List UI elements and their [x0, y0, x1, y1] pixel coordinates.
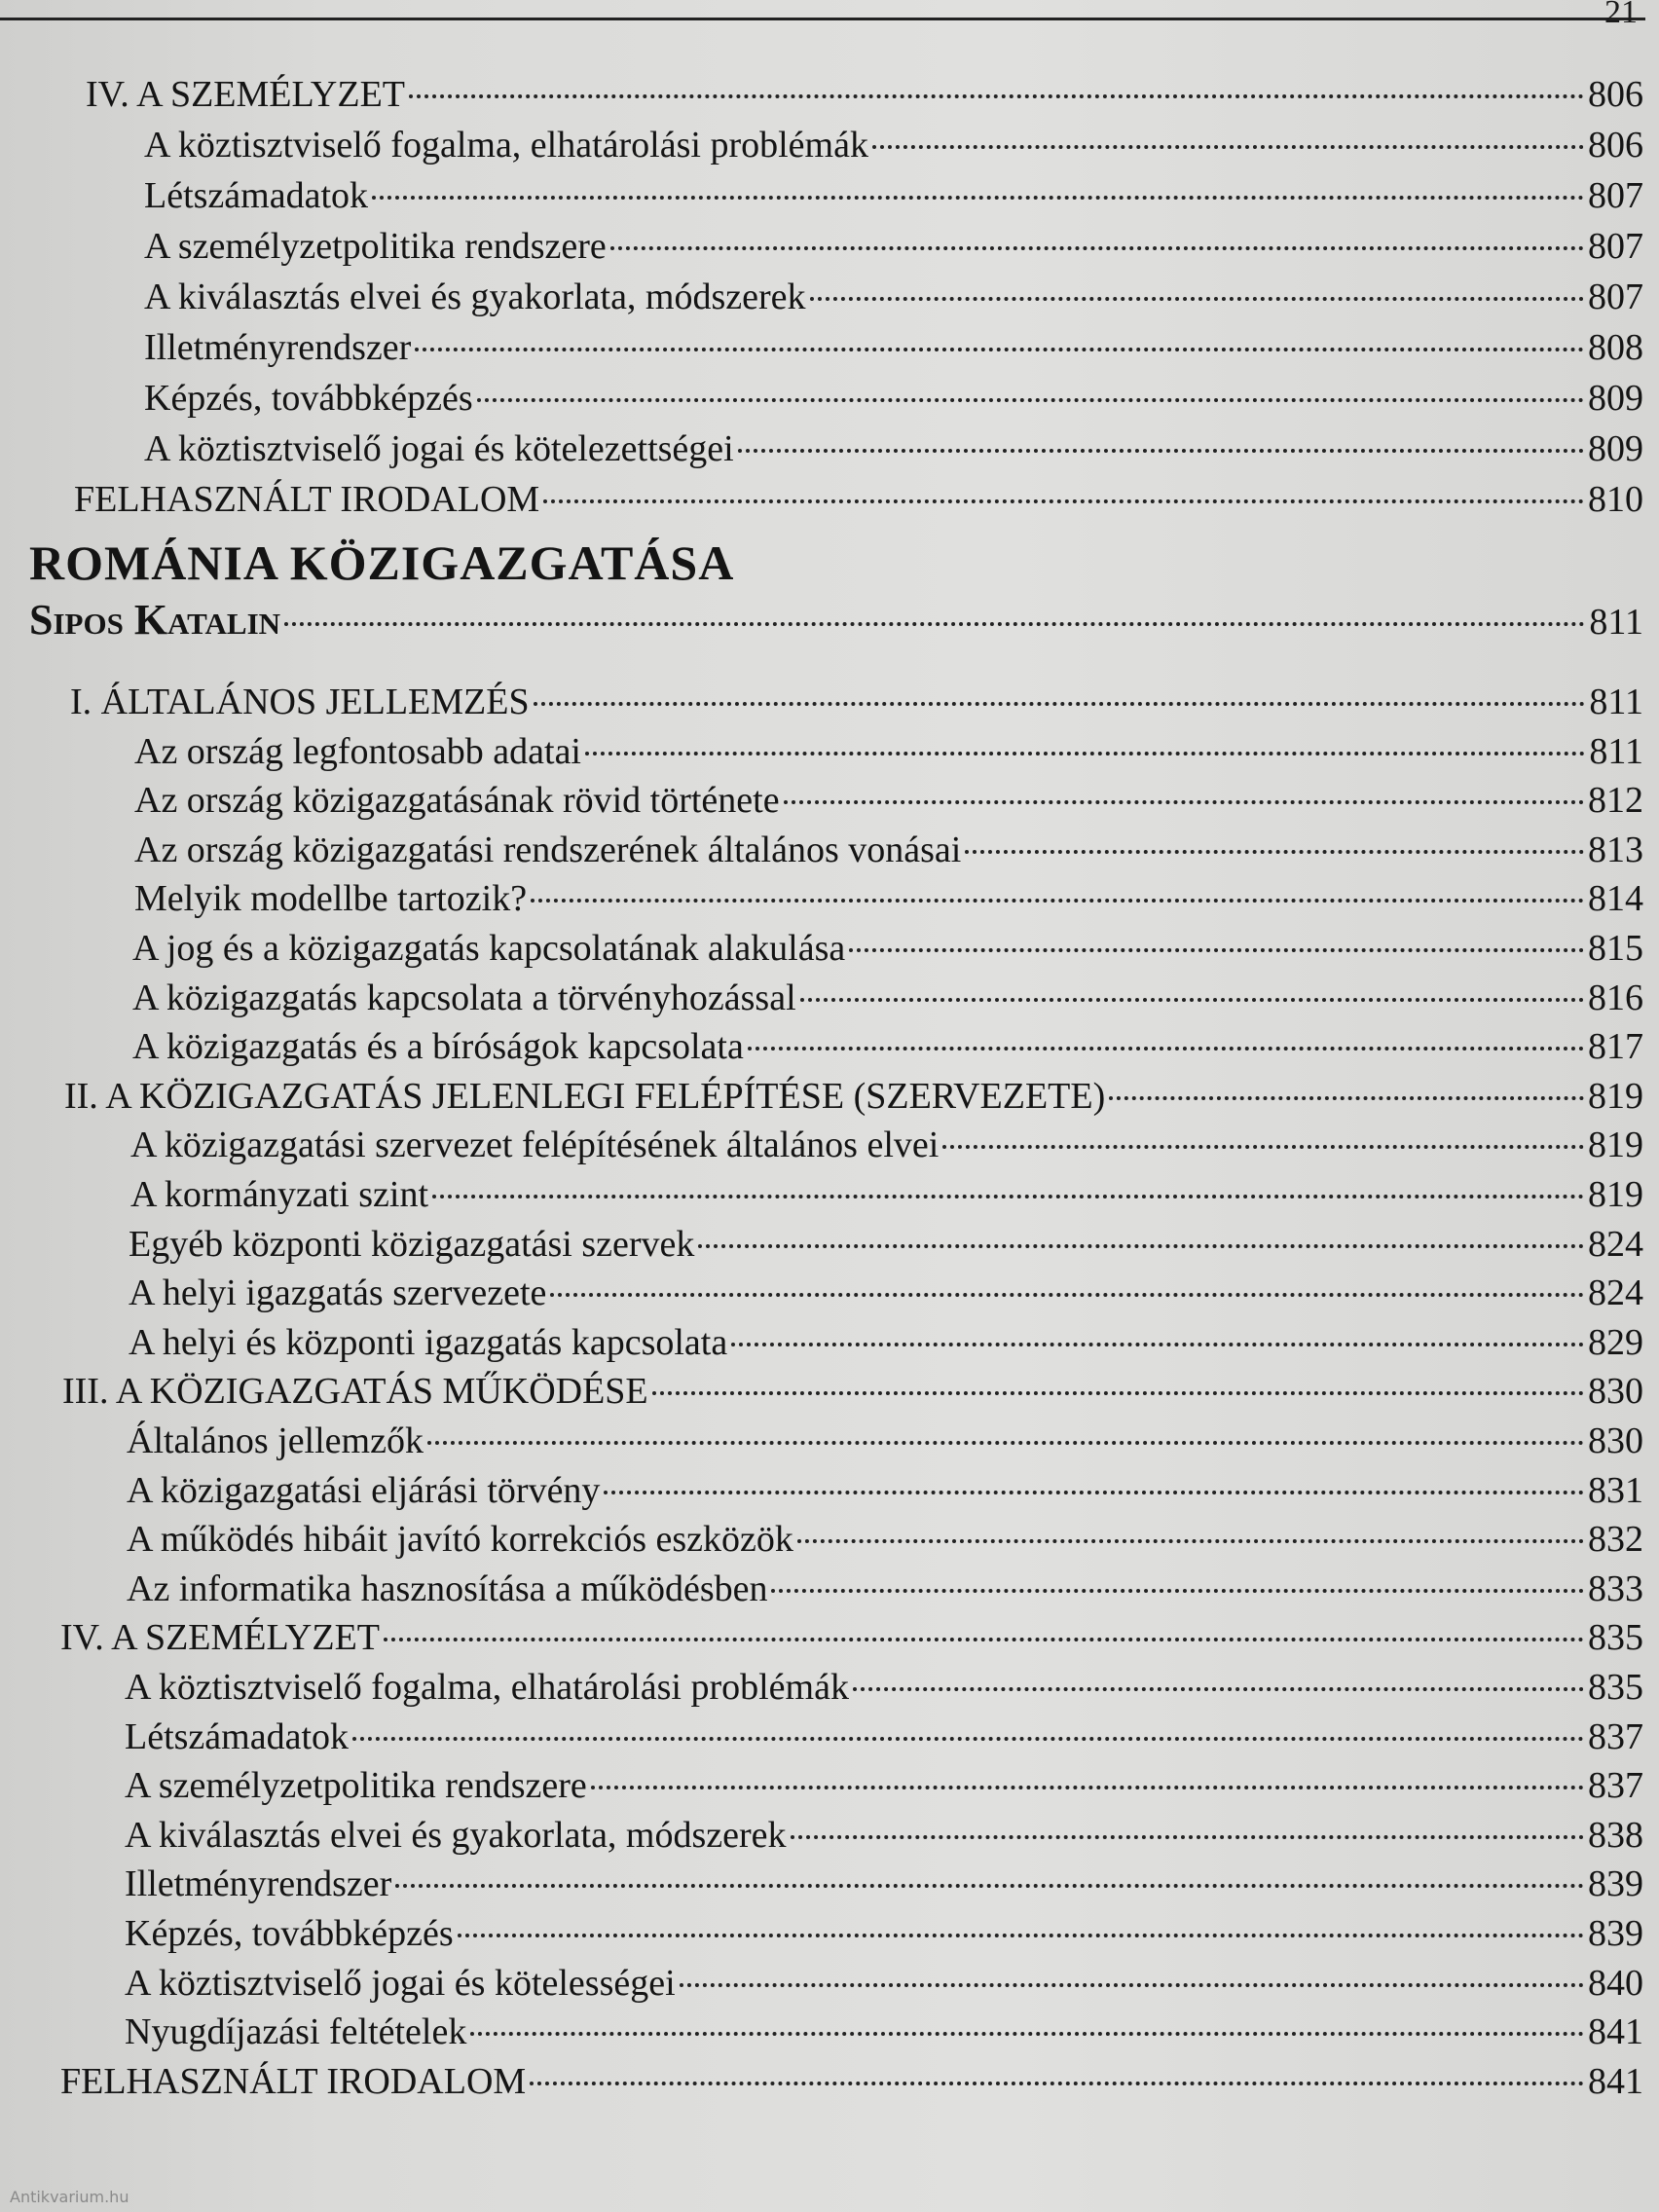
toc-entry-label: A közigazgatás kapcsolata a törvényhozással	[132, 977, 796, 1018]
watermark: Antikvarium.hu	[10, 2188, 129, 2206]
page-ref: 819	[1588, 1124, 1643, 1166]
dot-leader	[942, 1145, 1584, 1149]
page-ref: 817	[1588, 1026, 1643, 1068]
page-ref: 841	[1588, 2011, 1643, 2053]
toc-entry	[144, 323, 1643, 372]
toc-entry	[125, 1811, 1643, 1860]
top-rule	[0, 18, 1645, 20]
toc-entry	[64, 1072, 1643, 1121]
chapter-title: ROMÁNIA KÖZIGAZGATÁSA	[29, 535, 735, 590]
toc-entry	[129, 1318, 1643, 1367]
toc-entry	[125, 1909, 1643, 1958]
toc-entry-label: A köztisztviselő fogalma, elhatárolási problémák	[125, 1667, 849, 1708]
toc-entry-label: Létszámadatok	[144, 175, 369, 216]
toc-entry-label: A köztisztviselő fogalma, elhatárolási problémák	[144, 125, 868, 166]
dot-leader	[965, 850, 1584, 854]
page-ref: 814	[1588, 878, 1643, 920]
page-ref: 806	[1588, 74, 1643, 115]
page-ref: 807	[1588, 226, 1643, 267]
page-ref: 824	[1588, 1272, 1643, 1314]
toc-entry	[86, 70, 1643, 119]
toc-entry-label: Az ország közigazgatásának rövid története	[134, 780, 780, 822]
page-ref: 816	[1588, 977, 1643, 1018]
dot-leader	[738, 449, 1584, 453]
toc-entry-label: A kiválasztás elvei és gyakorlata, módszerek	[125, 1814, 787, 1856]
toc-entry-label: A működés hibáit javító korrekciós eszközök	[127, 1519, 793, 1561]
page-ref: 835	[1588, 1617, 1643, 1659]
dot-leader	[372, 196, 1584, 200]
toc-entry-label: Képzés, továbbképzés	[125, 1913, 454, 1954]
dot-leader	[395, 1884, 1584, 1888]
page-ref: 824	[1588, 1223, 1643, 1265]
toc-entry	[125, 2008, 1643, 2056]
dot-leader	[284, 622, 1585, 626]
toc-entry-label: Létszámadatok	[125, 1715, 350, 1757]
page-ref: 833	[1588, 1567, 1643, 1609]
page-ref: 839	[1588, 1863, 1643, 1905]
page-ref: 831	[1588, 1469, 1643, 1511]
toc-entry-label: Nyugdíjazási feltételek	[125, 2011, 467, 2053]
toc-entry	[62, 1367, 1643, 1416]
toc-entry-label: III. A KÖZIGAZGATÁS MŰKÖDÉSE	[62, 1371, 648, 1413]
toc-entry	[129, 1269, 1643, 1317]
toc-entry-label: A közigazgatás és a bíróságok kapcsolata	[132, 1026, 744, 1068]
dot-leader	[384, 1638, 1584, 1641]
toc-entry-label: A közigazgatási szervezet felépítésének általános elvei	[130, 1124, 940, 1166]
toc-entry	[70, 678, 1643, 726]
toc-entry	[134, 874, 1643, 923]
toc-entry-label: Egyéb központi közigazgatási szervek	[129, 1223, 695, 1265]
page-ref: 811	[1589, 682, 1643, 722]
page-ref: 819	[1588, 1174, 1643, 1215]
dot-leader	[771, 1589, 1584, 1593]
page-ref: 809	[1588, 378, 1643, 419]
dot-leader	[731, 1343, 1584, 1346]
toc-entry-label: A köztisztviselő jogai és kötelességei	[125, 1962, 676, 2004]
toc-entry	[130, 1121, 1643, 1169]
page-ref: 830	[1588, 1371, 1643, 1413]
toc-entry-label: IV. A SZEMÉLYZET	[86, 74, 405, 115]
toc-entry-label: Az ország közigazgatási rendszerének általános vonásai	[134, 829, 962, 870]
toc-entry-label: A kormányzati szint	[130, 1174, 429, 1215]
page-ref: 809	[1588, 428, 1643, 469]
toc-entry	[60, 2057, 1643, 2106]
toc-entry	[144, 121, 1643, 169]
page-ref: 806	[1588, 125, 1643, 166]
toc-entry-label: II. A KÖZIGAZGATÁS JELENLEGI FELÉPÍTÉSE (SZERVEZETE)	[64, 1075, 1106, 1117]
toc-entry-label: Általános jellemzők	[127, 1420, 424, 1461]
toc-entry	[125, 1713, 1643, 1761]
dot-leader	[784, 800, 1584, 804]
dot-leader	[432, 1195, 1584, 1198]
dot-leader	[748, 1047, 1584, 1051]
dot-leader	[1109, 1096, 1584, 1100]
page-ref: 808	[1588, 327, 1643, 368]
toc-entry-label: A helyi igazgatás szervezete	[129, 1272, 547, 1314]
toc-entry	[127, 1515, 1643, 1564]
dot-leader	[591, 1786, 1584, 1789]
toc-entry-label: A személyzetpolitika rendszere	[125, 1765, 587, 1807]
page-ref: 832	[1588, 1519, 1643, 1561]
toc-entry	[130, 1170, 1643, 1219]
dot-leader	[810, 297, 1584, 301]
toc-entry	[144, 374, 1643, 423]
dot-leader	[415, 348, 1584, 351]
dot-leader	[680, 1983, 1584, 1987]
dot-leader	[698, 1244, 1584, 1248]
toc-entry-label: FELHASZNÁLT IRODALOM	[60, 2060, 527, 2102]
toc-entry-label: Képzés, továbbképzés	[144, 378, 473, 419]
toc-entry	[132, 974, 1643, 1022]
page-ref: 835	[1588, 1667, 1643, 1708]
dot-leader	[585, 752, 1585, 756]
toc-entry	[132, 1022, 1643, 1071]
dot-leader	[853, 1687, 1584, 1691]
page-ref: 810	[1588, 479, 1643, 520]
author-name: Sipos Katalin	[29, 596, 281, 644]
page-ref: 807	[1588, 175, 1643, 216]
toc-entry	[129, 1220, 1643, 1269]
dot-leader	[477, 398, 1584, 402]
toc-entry-label: I. ÁLTALÁNOS JELLEMZÉS	[70, 682, 530, 722]
toc-entry	[125, 1663, 1643, 1712]
toc-entry	[74, 475, 1643, 524]
toc-entry-label: Melyik modellbe tartozik?	[134, 878, 528, 920]
toc-entry	[127, 1466, 1643, 1515]
page-ref: 811	[1589, 730, 1643, 772]
page-ref: 840	[1588, 1962, 1643, 2004]
page-ref: 838	[1588, 1814, 1643, 1856]
toc-entry	[144, 273, 1643, 321]
author-line	[29, 596, 1643, 645]
toc-entry-label: A helyi és központi igazgatás kapcsolata	[129, 1321, 728, 1363]
toc-entry	[132, 924, 1643, 973]
toc-entry	[144, 171, 1643, 220]
dot-leader	[872, 145, 1584, 149]
dot-leader	[409, 94, 1584, 98]
dot-leader	[652, 1391, 1584, 1395]
page-ref: 807	[1588, 276, 1643, 317]
toc-entry	[125, 1860, 1643, 1908]
toc-entry-label: Az ország legfontosabb adatai	[134, 730, 581, 772]
page-ref: 815	[1588, 928, 1643, 969]
dot-leader	[849, 948, 1584, 952]
toc-entry	[134, 826, 1643, 874]
toc-entry-label: A személyzetpolitika rendszere	[144, 226, 607, 267]
page-ref: 812	[1588, 780, 1643, 822]
toc-entry-label: IV. A SZEMÉLYZET	[60, 1617, 380, 1659]
toc-entry-label: Illetményrendszer	[144, 327, 412, 368]
page-ref: 839	[1588, 1913, 1643, 1954]
dot-leader	[550, 1293, 1584, 1297]
page-ref: 813	[1588, 829, 1643, 870]
dot-leader	[531, 899, 1584, 903]
toc-entry-label: A kiválasztás elvei és gyakorlata, módszerek	[144, 276, 806, 317]
toc-entry-label: A közigazgatási eljárási törvény	[127, 1469, 601, 1511]
toc-entry	[125, 1959, 1643, 2008]
toc-entry	[144, 222, 1643, 271]
dot-leader	[791, 1835, 1584, 1839]
toc-entry-label: A köztisztviselő jogai és kötelezettségei	[144, 428, 734, 469]
toc-entry-label: Az informatika hasznosítása a működésben	[127, 1567, 768, 1609]
dot-leader	[458, 1934, 1584, 1937]
dot-leader	[797, 1539, 1584, 1543]
toc-entry	[60, 1613, 1643, 1662]
page-number: 21	[1604, 0, 1638, 30]
dot-leader	[604, 1491, 1584, 1494]
page-ref: 841	[1588, 2060, 1643, 2102]
toc-entry-label: Illetményrendszer	[125, 1863, 392, 1905]
dot-leader	[543, 499, 1584, 503]
dot-leader	[530, 2082, 1584, 2085]
page-ref: 837	[1588, 1715, 1643, 1757]
toc-entry	[134, 727, 1643, 776]
dot-leader	[534, 702, 1586, 706]
dot-leader	[427, 1441, 1584, 1445]
toc-entry-label: FELHASZNÁLT IRODALOM	[74, 479, 540, 520]
page-ref: 830	[1588, 1420, 1643, 1461]
dot-leader	[800, 998, 1584, 1002]
toc-entry	[134, 776, 1643, 825]
toc-entry-label: A jog és a közigazgatás kapcsolatának alakulása	[132, 928, 846, 969]
toc-entry	[127, 1565, 1643, 1613]
page-ref: 829	[1588, 1321, 1643, 1363]
toc-entry	[144, 424, 1643, 473]
page-ref: 837	[1588, 1765, 1643, 1807]
dot-leader	[352, 1737, 1584, 1741]
page-ref: 811	[1589, 602, 1643, 643]
toc-entry	[127, 1417, 1643, 1465]
dot-leader	[470, 2032, 1584, 2036]
page-ref: 819	[1588, 1075, 1643, 1117]
dot-leader	[610, 246, 1584, 250]
toc-entry	[125, 1761, 1643, 1810]
